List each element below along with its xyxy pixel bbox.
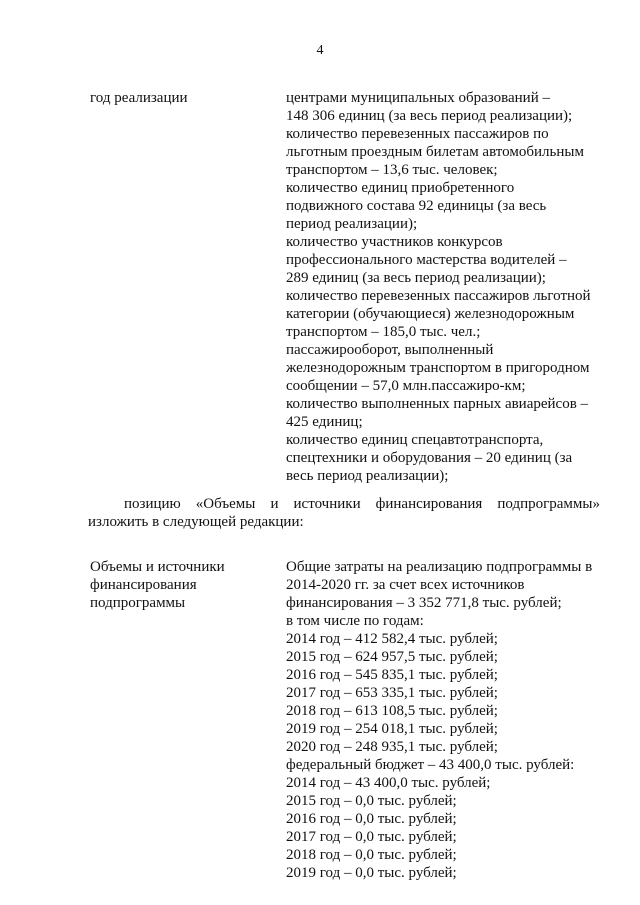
- text-line: в том числе по годам:: [286, 613, 424, 629]
- text-line: Общие затраты на реализацию подпрограммы в: [286, 559, 593, 575]
- text-line: льготным проездным билетам автомобильным: [286, 144, 584, 160]
- text-line: 2017 год – 653 335,1 тыс. рублей;: [286, 685, 498, 701]
- text-line: количество участников конкурсов: [286, 234, 503, 250]
- row-label-text: финансирования: [90, 577, 197, 593]
- text-line: 2019 год – 0,0 тыс. рублей;: [286, 865, 457, 881]
- text-line: 2017 год – 0,0 тыс. рублей;: [286, 829, 457, 845]
- text-line: количество единиц спецавтотранспорта,: [286, 432, 544, 448]
- text-line: 2019 год – 254 018,1 тыс. рублей;: [286, 721, 498, 737]
- text-line: весь период реализации);: [286, 468, 449, 484]
- text-line: сообщении – 57,0 млн.пассажиро-км;: [286, 378, 526, 394]
- text-line: 2015 год – 0,0 тыс. рублей;: [286, 793, 457, 809]
- text-line: 2018 год – 613 108,5 тыс. рублей;: [286, 703, 498, 719]
- row-label: [90, 558, 270, 612]
- page-number: 4: [316, 43, 324, 58]
- text-line: категории (обучающиеся) железнодорожным: [286, 306, 575, 322]
- text-line: 2014 год – 412 582,4 тыс. рублей;: [286, 631, 498, 647]
- text-line: железнодорожным транспортом в пригородном: [286, 360, 590, 376]
- text-line: транспортом – 13,6 тыс. человек;: [286, 162, 498, 178]
- text-line: профессионального мастерства водителей –: [286, 252, 567, 268]
- row-label-text: подпрограммы: [90, 595, 186, 611]
- instruction-line: изложить в следующей редакции:: [88, 514, 304, 530]
- row-label: [90, 89, 270, 107]
- text-line: финансирования – 3 352 771,8 тыс. рублей;: [286, 595, 562, 611]
- text-line: количество перевезенных пассажиров по: [286, 126, 549, 142]
- text-line: количество выполненных парных авиарейсов –: [286, 396, 589, 412]
- text-line: 425 единиц;: [286, 414, 363, 430]
- text-line: 148 306 единиц (за весь период реализации);: [286, 108, 573, 124]
- amendment-instruction: [88, 495, 600, 531]
- text-line: центрами муниципальных образований –: [286, 90, 550, 106]
- text-line: пассажирооборот, выполненный: [286, 342, 494, 358]
- text-line: период реализации);: [286, 216, 418, 232]
- text-line: подвижного состава 92 единицы (за весь: [286, 198, 547, 214]
- text-line: транспортом – 185,0 тыс. чел.;: [286, 324, 481, 340]
- text-line: 2018 год – 0,0 тыс. рублей;: [286, 847, 457, 863]
- row-value: [286, 89, 604, 485]
- text-line: федеральный бюджет – 43 400,0 тыс. рублей:: [286, 757, 575, 773]
- text-line: 2016 год – 545 835,1 тыс. рублей;: [286, 667, 498, 683]
- text-line: 2020 год – 248 935,1 тыс. рублей;: [286, 739, 498, 755]
- row-label-text: Объемы и источники: [90, 559, 225, 575]
- text-line: 2014 год – 43 400,0 тыс. рублей;: [286, 775, 491, 791]
- text-line: 2016 год – 0,0 тыс. рублей;: [286, 811, 457, 827]
- text-line: количество единиц приобретенного: [286, 180, 515, 196]
- text-line: 2014-2020 гг. за счет всех источников: [286, 577, 525, 593]
- row-value: [286, 558, 604, 882]
- text-line: количество перевезенных пассажиров льготной: [286, 288, 591, 304]
- text-line: 2015 год – 624 957,5 тыс. рублей;: [286, 649, 498, 665]
- row-label-text: год реализации: [90, 90, 188, 106]
- text-line: 289 единиц (за весь период реализации);: [286, 270, 546, 286]
- instruction-line: позицию «Объемы и источники финансирования подпрограммы»: [124, 496, 600, 512]
- text-line: спецтехники и оборудования – 20 единиц (за: [286, 450, 573, 466]
